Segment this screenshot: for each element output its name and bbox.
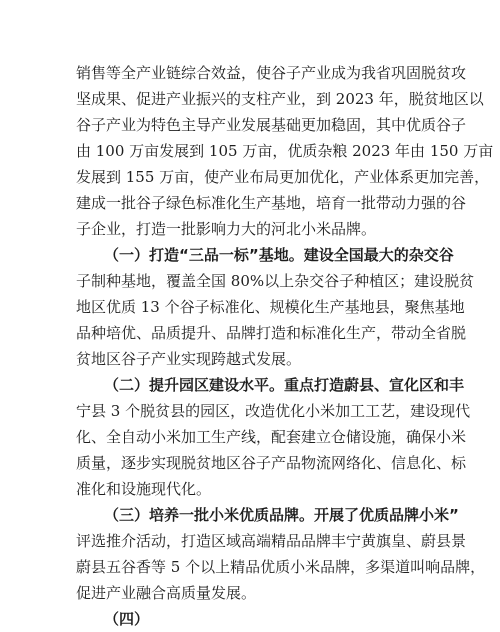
- paragraph-line: [0, 346, 500, 372]
- paragraph-line: [0, 450, 500, 476]
- paragraph-line: [0, 164, 500, 190]
- section-heading-line: （一）打造“三品一标”基地。建设全国最大的杂交谷: [104, 246, 454, 264]
- paragraph-line: [0, 398, 500, 424]
- paragraph-line: [0, 554, 500, 580]
- text-line: 贫地区谷子产业实现跨越式发展。: [76, 350, 302, 368]
- text-line: 发展到 155 万亩，使产业布局更加优化，产业体系更加完善，: [76, 168, 490, 186]
- paragraph-line: [0, 242, 500, 268]
- text-line: 谷子产业为特色主导产业发展基础更加稳固，其中优质谷子: [76, 116, 467, 134]
- paragraph-line: [0, 476, 500, 502]
- text-line: 销售等全产业链综合效益，使谷子产业成为我省巩固脱贫攻: [76, 64, 467, 82]
- text-line: 由 100 万亩发展到 105 万亩，优质杂粮 2023 年由 150 万亩: [76, 142, 494, 160]
- text-line: 坚成果、促进产业振兴的支柱产业，到 2023 年，脱贫地区以: [76, 90, 484, 108]
- text-line: 地区优质 13 个谷子标准化、规模化生产基地县，聚焦基地: [76, 298, 465, 316]
- paragraph-line: [0, 528, 500, 554]
- paragraph-line: [0, 320, 500, 346]
- paragraph-line: [0, 606, 500, 632]
- paragraph-line: [0, 502, 500, 528]
- text-line: 评选推介活动，打造区域高端精品品牌丰宁黄旗皇、蔚县景: [76, 532, 467, 550]
- paragraph-line: [0, 86, 500, 112]
- section-heading-line: （三）培养一批小米优质品牌。开展了优质品牌小米”: [104, 506, 459, 524]
- text-line: 蔚县五谷香等 5 个以上精品优质小米品牌，多渠道叫响品牌，: [76, 558, 486, 576]
- paragraph-line: [0, 372, 500, 398]
- text-line: 建成一批谷子绿色标准化生产基地，培育一批带动力强的谷: [76, 194, 467, 212]
- text-line: 子企业，打造一批影响力大的河北小米品牌。: [76, 220, 377, 238]
- section-heading-line: （四）: [104, 610, 187, 628]
- text-line: 准化和设施现代化。: [76, 480, 212, 498]
- text-line: 子制种基地，覆盖全国 80%以上杂交谷子种植区；建设脱贫: [76, 272, 475, 290]
- paragraph-line: [0, 112, 500, 138]
- paragraph-line: [0, 138, 500, 164]
- text-line: 品种培优、品质提升、品牌打造和标准化生产，带动全省脱: [76, 324, 467, 342]
- text-line: 质量，逐步实现脱贫地区谷子产品物流网络化、信息化、标: [76, 454, 467, 472]
- text-line: 化、全自动小米加工生产线，配套建立仓储设施，确保小米: [76, 428, 467, 446]
- text-line: 宁县 3 个脱贫县的园区，改造优化小米加工工艺，建设现代: [76, 402, 471, 420]
- section-heading-line: （二）提升园区建设水平。重点打造蔚县、宣化区和丰: [104, 376, 465, 394]
- paragraph-line: [0, 424, 500, 450]
- paragraph-line: [0, 268, 500, 294]
- paragraph-line: [0, 60, 500, 86]
- text-line: 促进产业融合高质量发展。: [76, 584, 257, 602]
- paragraph-line: [0, 216, 500, 242]
- paragraph-line: [0, 580, 500, 606]
- paragraph-line: [0, 190, 500, 216]
- paragraph-line: [0, 294, 500, 320]
